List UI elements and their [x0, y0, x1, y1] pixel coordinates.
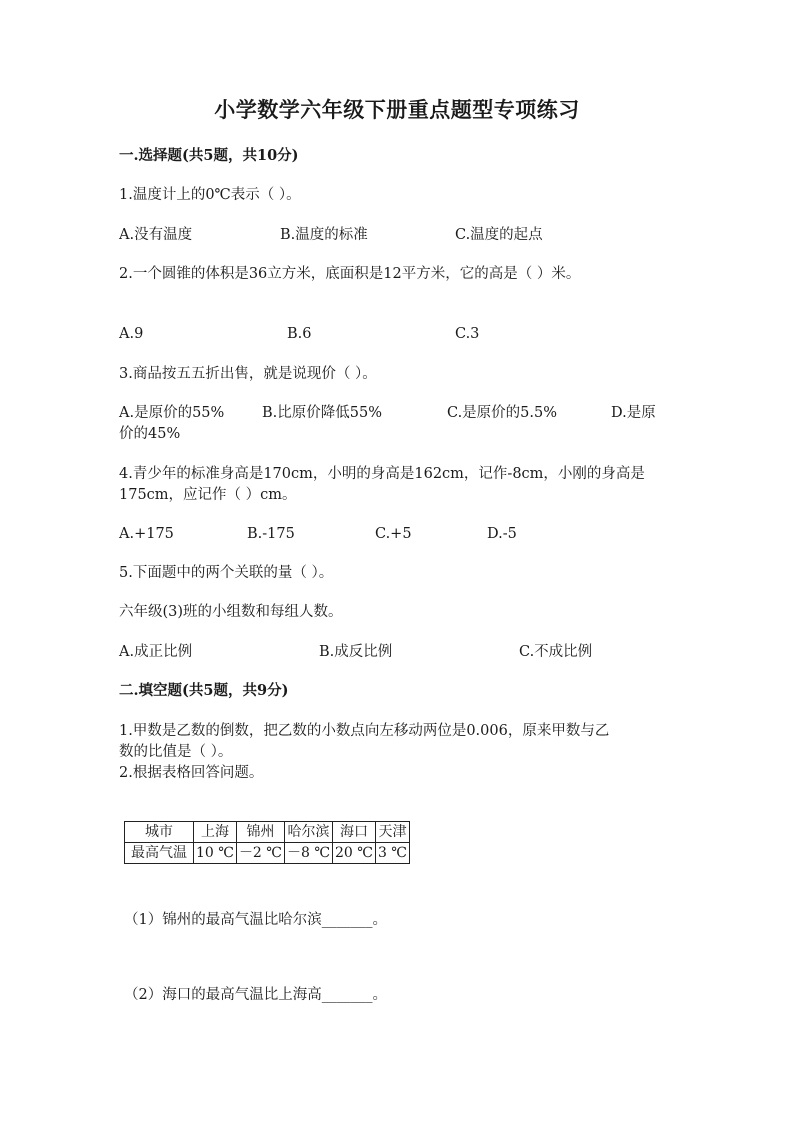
choice-q1-option-b: B.温度的标准	[280, 227, 368, 243]
table-cell: 最高气温	[125, 843, 194, 864]
table-cell: 3 ℃	[375, 843, 409, 864]
table-header-cell: 哈尔滨	[284, 822, 332, 843]
choice-q1-option-c: C.温度的起点	[455, 227, 543, 243]
choice-q5-option-b: B.成反比例	[319, 644, 393, 660]
page-title: 小学数学六年级下册重点题型专项练习	[214, 97, 580, 122]
fill-question-2: 2.根据表格回答问题。	[119, 765, 264, 781]
table-header-cell: 上海	[194, 822, 237, 843]
choice-question-4-line-1: 4.青少年的标准身高是170cm，小明的身高是162cm，记作-8cm，小刚的身高是	[119, 466, 645, 482]
choice-q2-option-b: B.6	[287, 326, 312, 342]
choice-question-4-line-2: 175cm，应记作（ ）cm。	[119, 487, 297, 503]
table-header-row	[125, 822, 410, 843]
section-heading-fill: 二.填空题(共5题，共9分)	[119, 682, 289, 699]
choice-q3-option-b: B.比原价降低55%	[262, 405, 382, 421]
table-cell: 20 ℃	[333, 843, 376, 864]
choice-q4-option-c: C.+5	[375, 526, 412, 542]
choice-q3-option-c: C.是原价的5.5%	[447, 405, 558, 421]
choice-question-1: 1.温度计上的0℃表示（ ）。	[119, 187, 301, 203]
table-cell: －2 ℃	[236, 843, 284, 864]
temperature-table	[124, 821, 410, 864]
fill-question-2-sub-2: （2）海口的最高气温比上海高_______。	[124, 987, 387, 1003]
choice-q2-option-a: A.9	[119, 326, 144, 342]
fill-question-1-line-2: 数的比值是（ ）。	[119, 744, 233, 760]
table-header-cell: 海口	[333, 822, 376, 843]
table-header-cell: 城市	[125, 822, 194, 843]
choice-question-5-context: 六年级(3)班的小组数和每组人数。	[119, 604, 343, 620]
table-cell: 10 ℃	[194, 843, 237, 864]
table-header-cell: 锦州	[236, 822, 284, 843]
choice-q4-option-a: A.+175	[119, 526, 174, 542]
choice-q5-option-c: C.不成比例	[519, 644, 593, 660]
fill-question-1-line-1: 1.甲数是乙数的倒数，把乙数的小数点向左移动两位是0.006，原来甲数与乙	[119, 723, 610, 739]
choice-question-3: 3.商品按五五折出售，就是说现价（ ）。	[119, 366, 377, 382]
choice-q1-option-a: A.没有温度	[119, 227, 193, 243]
choice-q3-option-a: A.是原价的55%	[119, 405, 225, 421]
choice-q4-option-b: B.-175	[247, 526, 295, 542]
section-heading-choice: 一.选择题(共5题，共10分)	[119, 147, 299, 164]
table-row	[125, 843, 410, 864]
table-header-cell: 天津	[375, 822, 409, 843]
choice-question-5: 5.下面题中的两个关联的量（ ）。	[119, 565, 334, 581]
fill-question-2-sub-1: （1）锦州的最高气温比哈尔滨_______。	[124, 912, 387, 928]
choice-question-2: 2.一个圆锥的体积是36立方米，底面积是12平方米，它的高是（ ）米。	[119, 266, 581, 282]
choice-q3-option-d-wrap: 价的45%	[119, 426, 181, 442]
choice-q4-option-d: D.-5	[487, 526, 517, 542]
choice-q3-option-d: D.是原	[611, 405, 656, 421]
choice-q5-option-a: A.成正比例	[119, 644, 193, 660]
choice-q2-option-c: C.3	[455, 326, 480, 342]
table-cell: －8 ℃	[284, 843, 332, 864]
